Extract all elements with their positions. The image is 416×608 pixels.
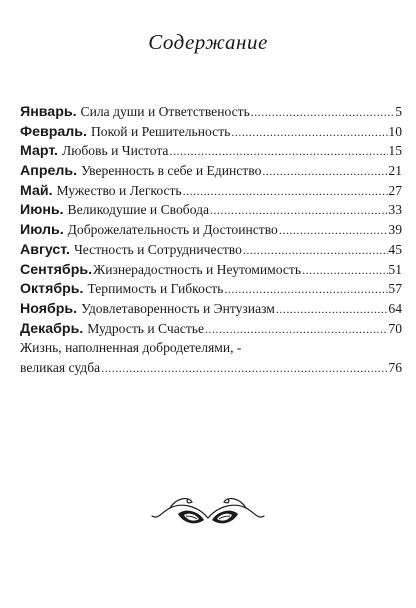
- toc-topic: Жизнерадостность и Неутомимость: [93, 261, 302, 277]
- toc-topic: Великодушие и Свобода: [67, 202, 210, 218]
- toc-page-number: 39: [388, 222, 402, 238]
- toc-topic: Жизнь, наполненная добродетелями, -: [20, 340, 242, 356]
- toc-leader-dots: [242, 241, 388, 261]
- toc-month: Май.: [20, 182, 53, 199]
- floral-ornament-icon: [148, 492, 268, 530]
- toc-page-number: 51: [388, 261, 402, 277]
- toc-entry-may[interactable]: [20, 181, 402, 201]
- toc-entry-november[interactable]: [20, 299, 402, 319]
- toc-page-number: 64: [388, 300, 402, 316]
- toc-topic: Мудрость и Счастье: [87, 320, 205, 336]
- toc-month: Март.: [20, 143, 59, 160]
- toc-entry-september[interactable]: [20, 260, 402, 280]
- toc-month: Апрель.: [20, 163, 78, 180]
- toc-page-number: 33: [388, 202, 402, 218]
- toc-page-number: 70: [388, 320, 402, 336]
- toc-leader-dots: [209, 201, 388, 221]
- toc-entry-february[interactable]: [20, 122, 402, 142]
- toc-leader-dots: [275, 300, 389, 320]
- toc-entry-october[interactable]: [20, 279, 402, 299]
- toc-page-number: 45: [388, 241, 402, 257]
- toc-leader-dots: [100, 359, 388, 379]
- toc-leader-dots: [223, 280, 388, 300]
- toc-page-number: 27: [388, 182, 402, 198]
- toc-entry-january[interactable]: [20, 102, 402, 122]
- toc-page-number: 5: [395, 104, 402, 119]
- toc-topic: Терпимость и Гибкость: [87, 281, 224, 297]
- toc-leader-dots: [301, 261, 388, 281]
- toc-entry-june[interactable]: [20, 200, 402, 220]
- toc-topic: Сила души и Ответственость: [80, 104, 250, 119]
- toc-month: Февраль.: [20, 123, 87, 140]
- toc-topic: Мужество и Легкость: [56, 182, 182, 198]
- toc-page-number: 57: [388, 281, 402, 297]
- toc-topic: Удовлетаворенность и Энтузиазм: [81, 300, 275, 316]
- toc-entry-final-line2[interactable]: [20, 358, 402, 378]
- toc-leader-dots: [230, 123, 388, 143]
- toc-month: Июнь.: [20, 202, 64, 219]
- toc-entry-december[interactable]: [20, 319, 402, 339]
- toc-leader-dots: [168, 142, 388, 162]
- toc-topic: Любовь и Чистота: [62, 143, 169, 159]
- toc-page-number: 76: [388, 359, 402, 375]
- toc-entry-final-line1[interactable]: [20, 338, 402, 358]
- toc-page-number: 15: [388, 143, 402, 159]
- toc-topic: Честность и Сотрудничество: [73, 241, 242, 257]
- toc-month: Июль.: [20, 222, 64, 239]
- toc-entry-august[interactable]: [20, 240, 402, 260]
- toc-entry-april[interactable]: [20, 161, 402, 181]
- toc-month: Ноябрь.: [20, 300, 78, 317]
- toc-month: Сентябрь.: [20, 261, 93, 278]
- toc-month: Декабрь.: [20, 320, 84, 337]
- toc-month: Август.: [20, 241, 70, 258]
- toc-month: Октябрь.: [20, 281, 84, 298]
- page-title: Содержание: [148, 30, 268, 54]
- table-of-contents: [20, 102, 402, 378]
- toc-leader-dots: [204, 320, 388, 340]
- toc-page-number: 10: [388, 123, 402, 139]
- toc-leader-dots: [278, 221, 389, 241]
- toc-topic: великая судба: [20, 359, 101, 375]
- toc-month: Январь.: [20, 104, 77, 120]
- toc-leader-dots: [182, 182, 389, 202]
- toc-topic: Покой и Решительность: [90, 123, 231, 139]
- toc-page-number: 21: [388, 163, 402, 179]
- toc-entry-march[interactable]: [20, 141, 402, 161]
- toc-topic: Доброжелательность и Достоинство: [67, 222, 278, 238]
- toc-leader-dots: [250, 103, 395, 123]
- toc-entry-july[interactable]: [20, 220, 402, 240]
- toc-topic: Уверенность в себе и Единство: [81, 163, 262, 179]
- toc-leader-dots: [261, 162, 388, 182]
